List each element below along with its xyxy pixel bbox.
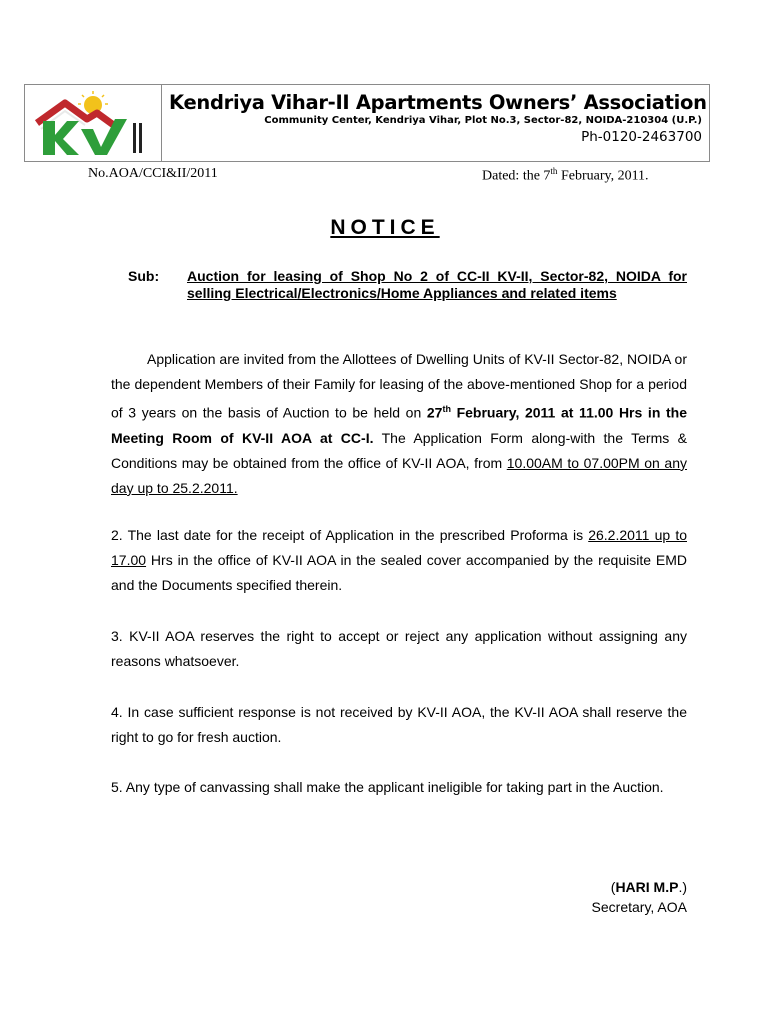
paragraph-5: 5. Any type of canvassing shall make the applicant ineligible for taking part in the Auction. — [111, 779, 664, 795]
notice-title: NOTICE — [330, 216, 440, 239]
paragraph-2: 2. The last date for the receipt of Application in the prescribed Proforma is 26.2.2011 up to 17.00 Hrs in the office of KV-II AOA in the sealed cover accompanied by the requisite EMD and the Documents specified therein. — [111, 527, 687, 593]
signatory-designation: Secretary, AOA — [591, 899, 687, 915]
signature-block — [592, 877, 687, 917]
letterhead — [24, 84, 710, 162]
subject-text: Auction for leasing of Shop No 2 of CC-II KV-II, Sector-82, NOIDA for selling Electrical/Electronics/Home Appliances and related items — [187, 268, 687, 301]
kv-ii-logo-icon — [35, 89, 153, 157]
date-line: Dated: the 7th February, 2011. — [482, 166, 649, 184]
paragraph-4: 4. In case sufficient response is not received by KV-II AOA, the KV-II AOA shall reserve the right to go for fresh auction. — [111, 704, 687, 745]
organization-address: Community Center, Kendriya Vihar, Plot No.3, Sector-82, NOIDA-210304 (U.P.) — [264, 115, 702, 126]
reference-number: No.AOA/CCI&II/2011 — [88, 166, 218, 181]
signatory-name: (HARI M.P.) — [610, 879, 687, 895]
organization-name: Kendriya Vihar-II Apartments Owners’ Association — [169, 91, 707, 114]
paragraph-3: 3. KV-II AOA reserves the right to accept or reject any application without assigning any reasons whatsoever. — [111, 628, 687, 669]
subject-label: Sub: — [128, 268, 160, 284]
logo-cell — [25, 85, 162, 161]
organization-phone: Ph-0120-2463700 — [581, 129, 702, 145]
paragraph-1: Application are invited from the Allottees of Dwelling Units of KV-II Sector-82, NOIDA or the dependent Members of their Family for leasing of the above-mentioned Shop for a period of 3 years on the basis of Auction to be held on 27th February, 2011 at 11.00 Hrs in the Meeting Room of KV-II AOA at CC-I. The Application Form along-with the Terms & Conditions may be obtained from the office of KV-II AOA, from 10.00AM to 07.00PM on any day up to 25.2.2011. — [111, 351, 687, 496]
